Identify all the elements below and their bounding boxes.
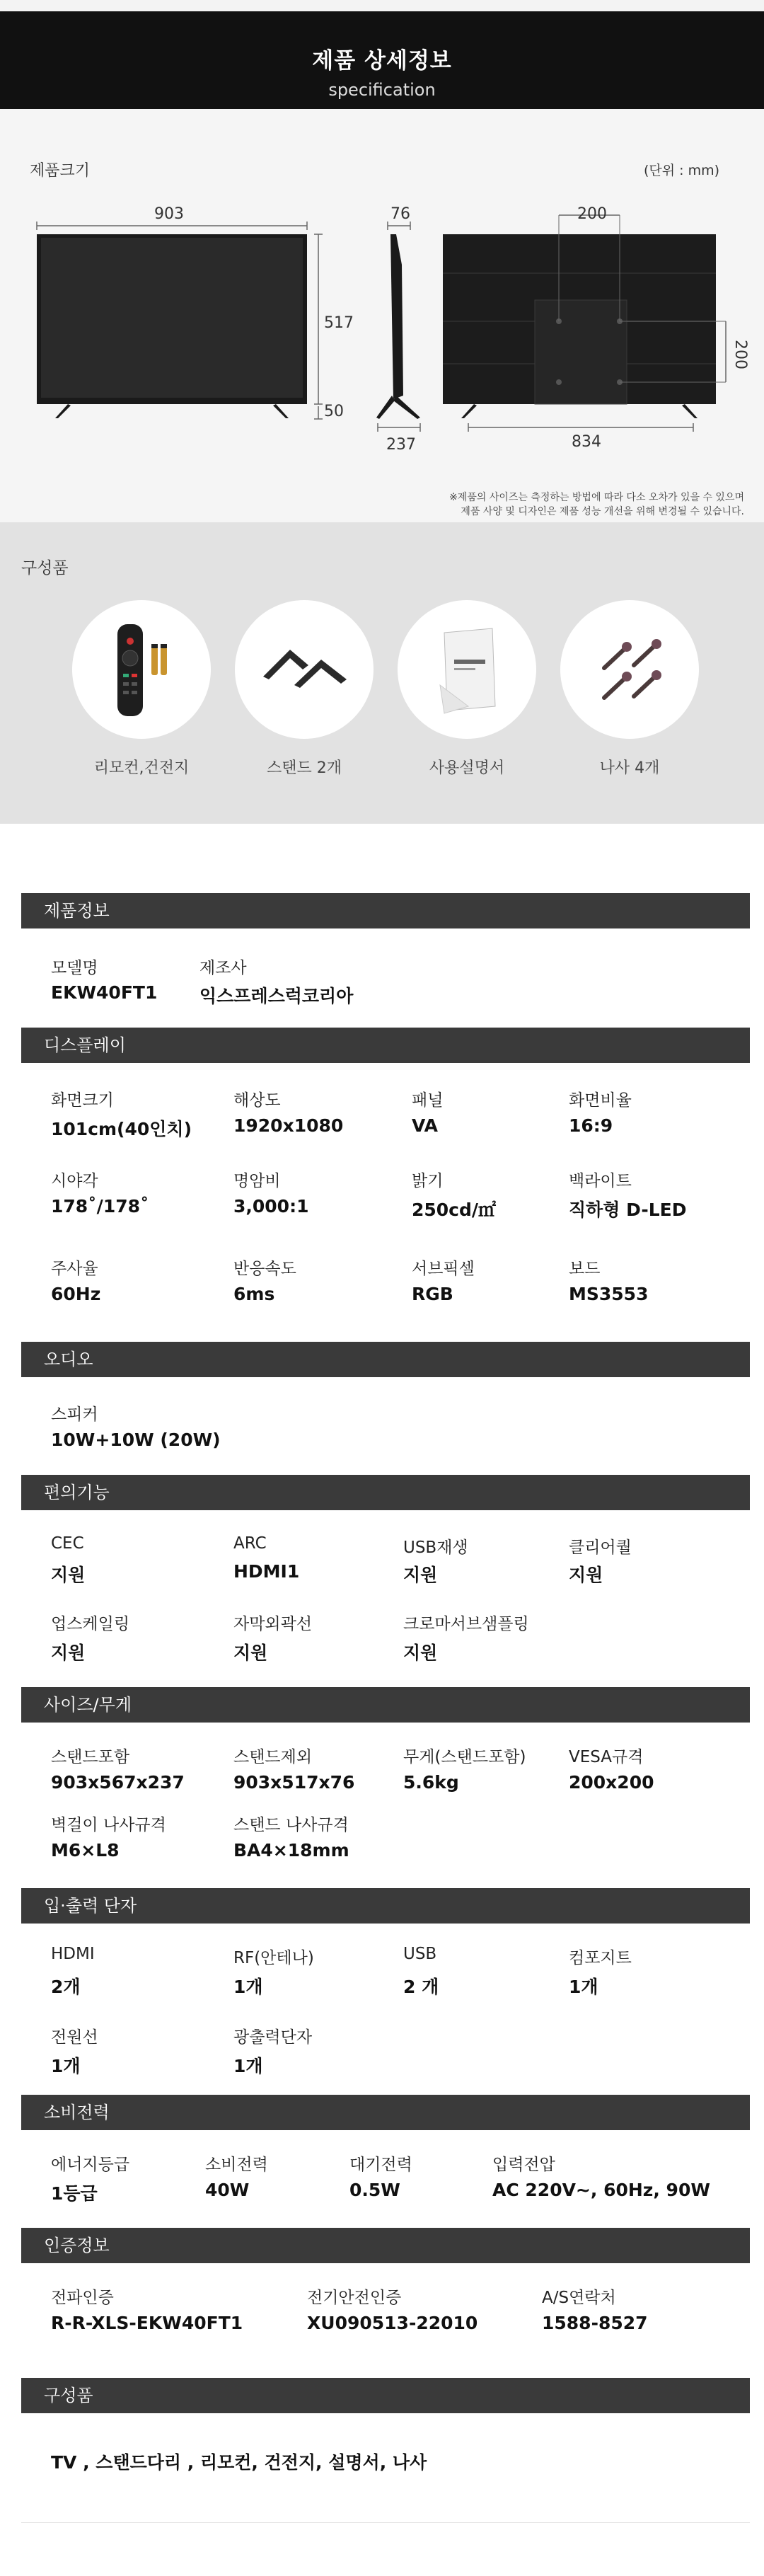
spec-value: 903x567x237 [51,1772,185,1793]
component-caption-screws: 나사 4개 [599,759,660,777]
components-section [0,522,764,824]
spec-value: EKW40FT1 [51,982,158,1003]
spec-label: 패널 [412,1091,444,1110]
spec-label: A/S연락처 [542,2289,616,2307]
spec-value: 3,000:1 [233,1196,309,1217]
spec-label: 시야각 [51,1172,98,1190]
section-header-size-weight: 사이즈/무게 [21,1687,750,1723]
spec-label: 스탠드제외 [233,1748,313,1766]
spec-value: M6×L8 [51,1840,120,1861]
spec-value: AC 220V~, 60Hz, 90W [492,2180,710,2200]
spec-value: 101cm(40인치) [51,1119,192,1139]
unit-label: (단위 : mm) [644,163,720,178]
spec-label: 입력전압 [492,2156,555,2174]
spec-label: 스피커 [51,1405,98,1424]
spec-value: 1920x1080 [233,1115,344,1136]
spec-label: 전기안전인증 [307,2289,402,2307]
screw-icon [560,600,699,739]
dim-vesa-height: 200 [731,340,749,369]
spec-value: 40W [205,2180,250,2200]
spec-value: 1개 [51,2056,81,2076]
size-section-label: 제품크기 [30,162,91,180]
spec-label: 무게(스탠드포함) [403,1748,526,1766]
tv-side-view [390,234,403,399]
spec-label: 제조사 [199,959,247,977]
contents-text: TV , 스탠드다리 , 리모컨, 건전지, 설명서, 나사 [51,2452,427,2473]
spec-label: 벽걸이 나사규격 [51,1816,166,1834]
spec-label: 전원선 [51,2028,98,2047]
remote-icon [72,600,211,739]
spec-label: 밝기 [412,1172,444,1190]
spec-value: 익스프레스럭코리아 [199,986,354,1006]
spec-label: 컴포지트 [569,1949,632,1967]
bottom-divider [21,2522,750,2523]
spec-label: 화면비율 [569,1091,632,1110]
dim-stand-height: 50 [324,403,344,420]
component-stand [235,600,374,739]
spec-value: 지원 [51,1565,86,1585]
dim-width: 903 [154,205,184,223]
page-subtitle: specification [328,80,436,100]
spec-value: 1개 [233,1977,263,1997]
spec-value: 지원 [403,1643,438,1663]
header-banner [0,11,764,109]
top-band [0,0,764,11]
spec-label: RF(안테나) [233,1949,314,1967]
dim-vesa-width: 200 [577,205,607,223]
spec-value: 60Hz [51,1284,101,1304]
spec-value: 1개 [569,1977,598,1997]
dim-base-depth: 237 [386,436,416,454]
spec-value: MS3553 [569,1284,649,1304]
component-caption-stand: 스탠드 2개 [267,759,342,777]
spec-label: USB [403,1945,437,1963]
spec-value: 1등급 [51,2183,98,2204]
section-header-contents: 구성품 [21,2378,750,2413]
spec-value: 250cd/㎡ [412,1200,497,1220]
spec-label: 크로마서브샘플링 [403,1615,529,1633]
spec-value: BA4×18mm [233,1840,349,1861]
components-label: 구성품 [21,559,69,577]
section-header-product: 제품정보 [21,893,750,928]
spec-label: 주사율 [51,1260,98,1278]
spec-label: HDMI [51,1945,95,1963]
spec-value: 직하형 D-LED [569,1200,687,1220]
spec-value: HDMI1 [233,1561,300,1582]
spec-value: 2개 [51,1977,81,1997]
spec-value: 2 개 [403,1977,439,1997]
section-header-power: 소비전력 [21,2095,750,2130]
section-header-io: 입·출력 단자 [21,1888,750,1924]
size-note-1: ※제품의 사이즈는 측정하는 방법에 따라 다소 오차가 있을 수 있으며 [449,492,744,503]
spec-value: 0.5W [349,2180,400,2200]
spec-label: 서브픽셀 [412,1260,475,1278]
section-header-display: 디스플레이 [21,1028,750,1063]
spec-label: 스탠드 나사규격 [233,1816,349,1834]
spec-value: 6ms [233,1284,275,1304]
spec-value: 지원 [403,1565,438,1585]
spec-label: 전파인증 [51,2289,114,2307]
spec-label: 명암비 [233,1172,281,1190]
section-header-features: 편의기능 [21,1475,750,1510]
size-section [0,109,764,522]
spec-label: 자막외곽선 [233,1615,313,1633]
spec-label: 반응속도 [233,1260,296,1278]
spec-label: 클리어퀄 [569,1539,632,1557]
spec-value: 16:9 [569,1115,613,1136]
spec-label: 백라이트 [569,1172,632,1190]
component-caption-manual: 사용설명서 [429,759,505,777]
spec-value: 903x517x76 [233,1772,355,1793]
component-remote [72,600,211,739]
manual-icon [398,600,536,739]
spec-value: 1개 [233,2056,263,2076]
stand-icon [235,600,374,739]
spec-value: 1588-8527 [542,2313,648,2333]
spec-label: VESA규격 [569,1748,644,1766]
spec-value: 178˚/178˚ [51,1196,149,1217]
spec-label: USB재생 [403,1539,468,1557]
page-title: 제품 상세정보 [312,48,452,74]
spec-value: 5.6kg [403,1772,459,1793]
component-manual [398,600,536,739]
spec-label: 화면크기 [51,1091,114,1110]
section-header-audio: 오디오 [21,1342,750,1377]
spec-label: 모델명 [51,959,98,977]
spec-value: 지원 [51,1643,86,1663]
spec-label: 에너지등급 [51,2156,130,2174]
dim-height: 517 [324,314,354,332]
dim-depth: 76 [390,205,410,223]
size-diagram [0,109,764,442]
spec-label: 광출력단자 [233,2028,313,2047]
spec-value: XU090513-22010 [307,2313,478,2333]
spec-value: R-R-XLS-EKW40FT1 [51,2313,243,2333]
component-screws [560,600,699,739]
spec-label: ARC [233,1534,267,1553]
spec-label: 업스케일링 [51,1615,130,1633]
spec-label: 보드 [569,1260,601,1278]
spec-value: VA [412,1115,438,1136]
spec-label: 대기전력 [349,2156,412,2174]
section-header-cert: 인증정보 [21,2228,750,2263]
spec-value: 지원 [569,1565,603,1585]
spec-value: 지원 [233,1643,268,1663]
spec-value: RGB [412,1284,453,1304]
spec-label: 스탠드포함 [51,1748,130,1766]
spec-label: 소비전력 [205,2156,268,2174]
spec-value: 10W+10W (20W) [51,1430,221,1450]
component-caption-remote: 리모컨,건전지 [93,759,190,777]
spec-value: 200x200 [569,1772,654,1793]
size-note-2: 제품 사양 및 디자인은 제품 성능 개선을 위해 변경될 수 있습니다. [461,506,744,517]
dim-stand-span: 834 [572,433,601,451]
spec-label: CEC [51,1534,84,1553]
spec-label: 해상도 [233,1091,281,1110]
